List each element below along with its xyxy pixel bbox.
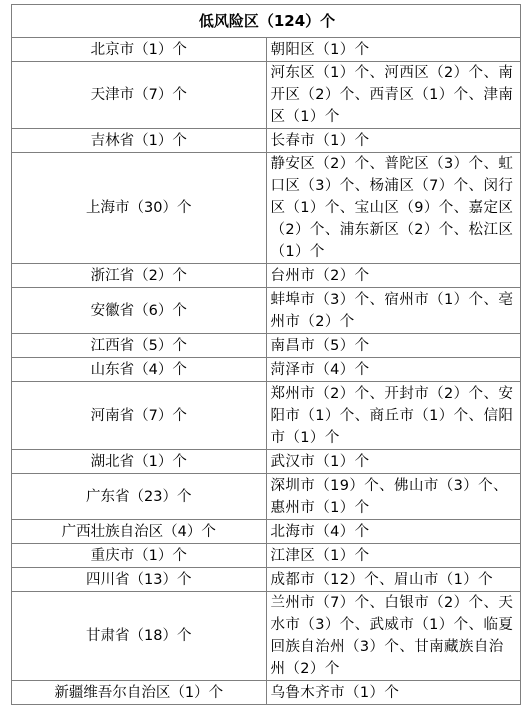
province-cell: 江西省（5）个 xyxy=(12,334,267,358)
table-row xyxy=(12,544,521,568)
table-row xyxy=(12,450,521,474)
table-row xyxy=(12,38,521,62)
table-row xyxy=(12,153,521,264)
areas-cell: 兰州市（7）个、白银市（2）个、天水市（3）个、武威市（1）个、临夏回族自治州（3）个、甘南藏族自治州（2）个 xyxy=(266,592,521,681)
areas-cell: 台州市（2）个 xyxy=(266,264,521,288)
province-cell: 新疆维吾尔自治区（1）个 xyxy=(12,681,267,705)
province-cell: 广西壮族自治区（4）个 xyxy=(12,520,267,544)
province-cell: 湖北省（1）个 xyxy=(12,450,267,474)
areas-cell: 武汉市（1）个 xyxy=(266,450,521,474)
province-cell: 北京市（1）个 xyxy=(12,38,267,62)
table-row xyxy=(12,681,521,705)
province-cell: 四川省（13）个 xyxy=(12,568,267,592)
province-cell: 甘肃省（18）个 xyxy=(12,592,267,681)
province-cell: 重庆市（1）个 xyxy=(12,544,267,568)
table-row xyxy=(12,474,521,520)
province-cell: 吉林省（1）个 xyxy=(12,129,267,153)
province-cell: 浙江省（2）个 xyxy=(12,264,267,288)
table-row xyxy=(12,358,521,382)
table-row xyxy=(12,129,521,153)
areas-cell: 南昌市（5）个 xyxy=(266,334,521,358)
low-risk-area-table xyxy=(11,4,521,705)
table-row xyxy=(12,264,521,288)
areas-cell: 江津区（1）个 xyxy=(266,544,521,568)
risk-area-table-container xyxy=(11,4,521,705)
province-cell: 山东省（4）个 xyxy=(12,358,267,382)
areas-cell: 河东区（1）个、河西区（2）个、南开区（2）个、西青区（1）个、津南区（1）个 xyxy=(266,62,521,129)
table-title-row xyxy=(12,5,521,38)
province-cell: 天津市（7）个 xyxy=(12,62,267,129)
areas-cell: 长春市（1）个 xyxy=(266,129,521,153)
areas-cell: 乌鲁木齐市（1）个 xyxy=(266,681,521,705)
table-row xyxy=(12,520,521,544)
table-row xyxy=(12,288,521,334)
areas-cell: 郑州市（2）个、开封市（2）个、安阳市（1）个、商丘市（1）个、信阳市（1）个 xyxy=(266,382,521,450)
areas-cell: 菏泽市（4）个 xyxy=(266,358,521,382)
areas-cell: 北海市（4）个 xyxy=(266,520,521,544)
areas-cell: 蚌埠市（3）个、宿州市（1）个、亳州市（2）个 xyxy=(266,288,521,334)
areas-cell: 朝阳区（1）个 xyxy=(266,38,521,62)
province-cell: 上海市（30）个 xyxy=(12,153,267,264)
table-row xyxy=(12,382,521,450)
province-cell: 安徽省（6）个 xyxy=(12,288,267,334)
table-row xyxy=(12,592,521,681)
areas-cell: 成都市（12）个、眉山市（1）个 xyxy=(266,568,521,592)
areas-cell: 深圳市（19）个、佛山市（3）个、惠州市（1）个 xyxy=(266,474,521,520)
province-cell: 广东省（23）个 xyxy=(12,474,267,520)
table-row xyxy=(12,334,521,358)
areas-cell: 静安区（2）个、普陀区（3）个、虹口区（3）个、杨浦区（7）个、闵行区（1）个、宝山区（9）个、嘉定区（2）个、浦东新区（2）个、松江区（1）个 xyxy=(266,153,521,264)
table-row xyxy=(12,568,521,592)
table-title: 低风险区（124）个 xyxy=(12,5,521,38)
province-cell: 河南省（7）个 xyxy=(12,382,267,450)
table-row xyxy=(12,62,521,129)
